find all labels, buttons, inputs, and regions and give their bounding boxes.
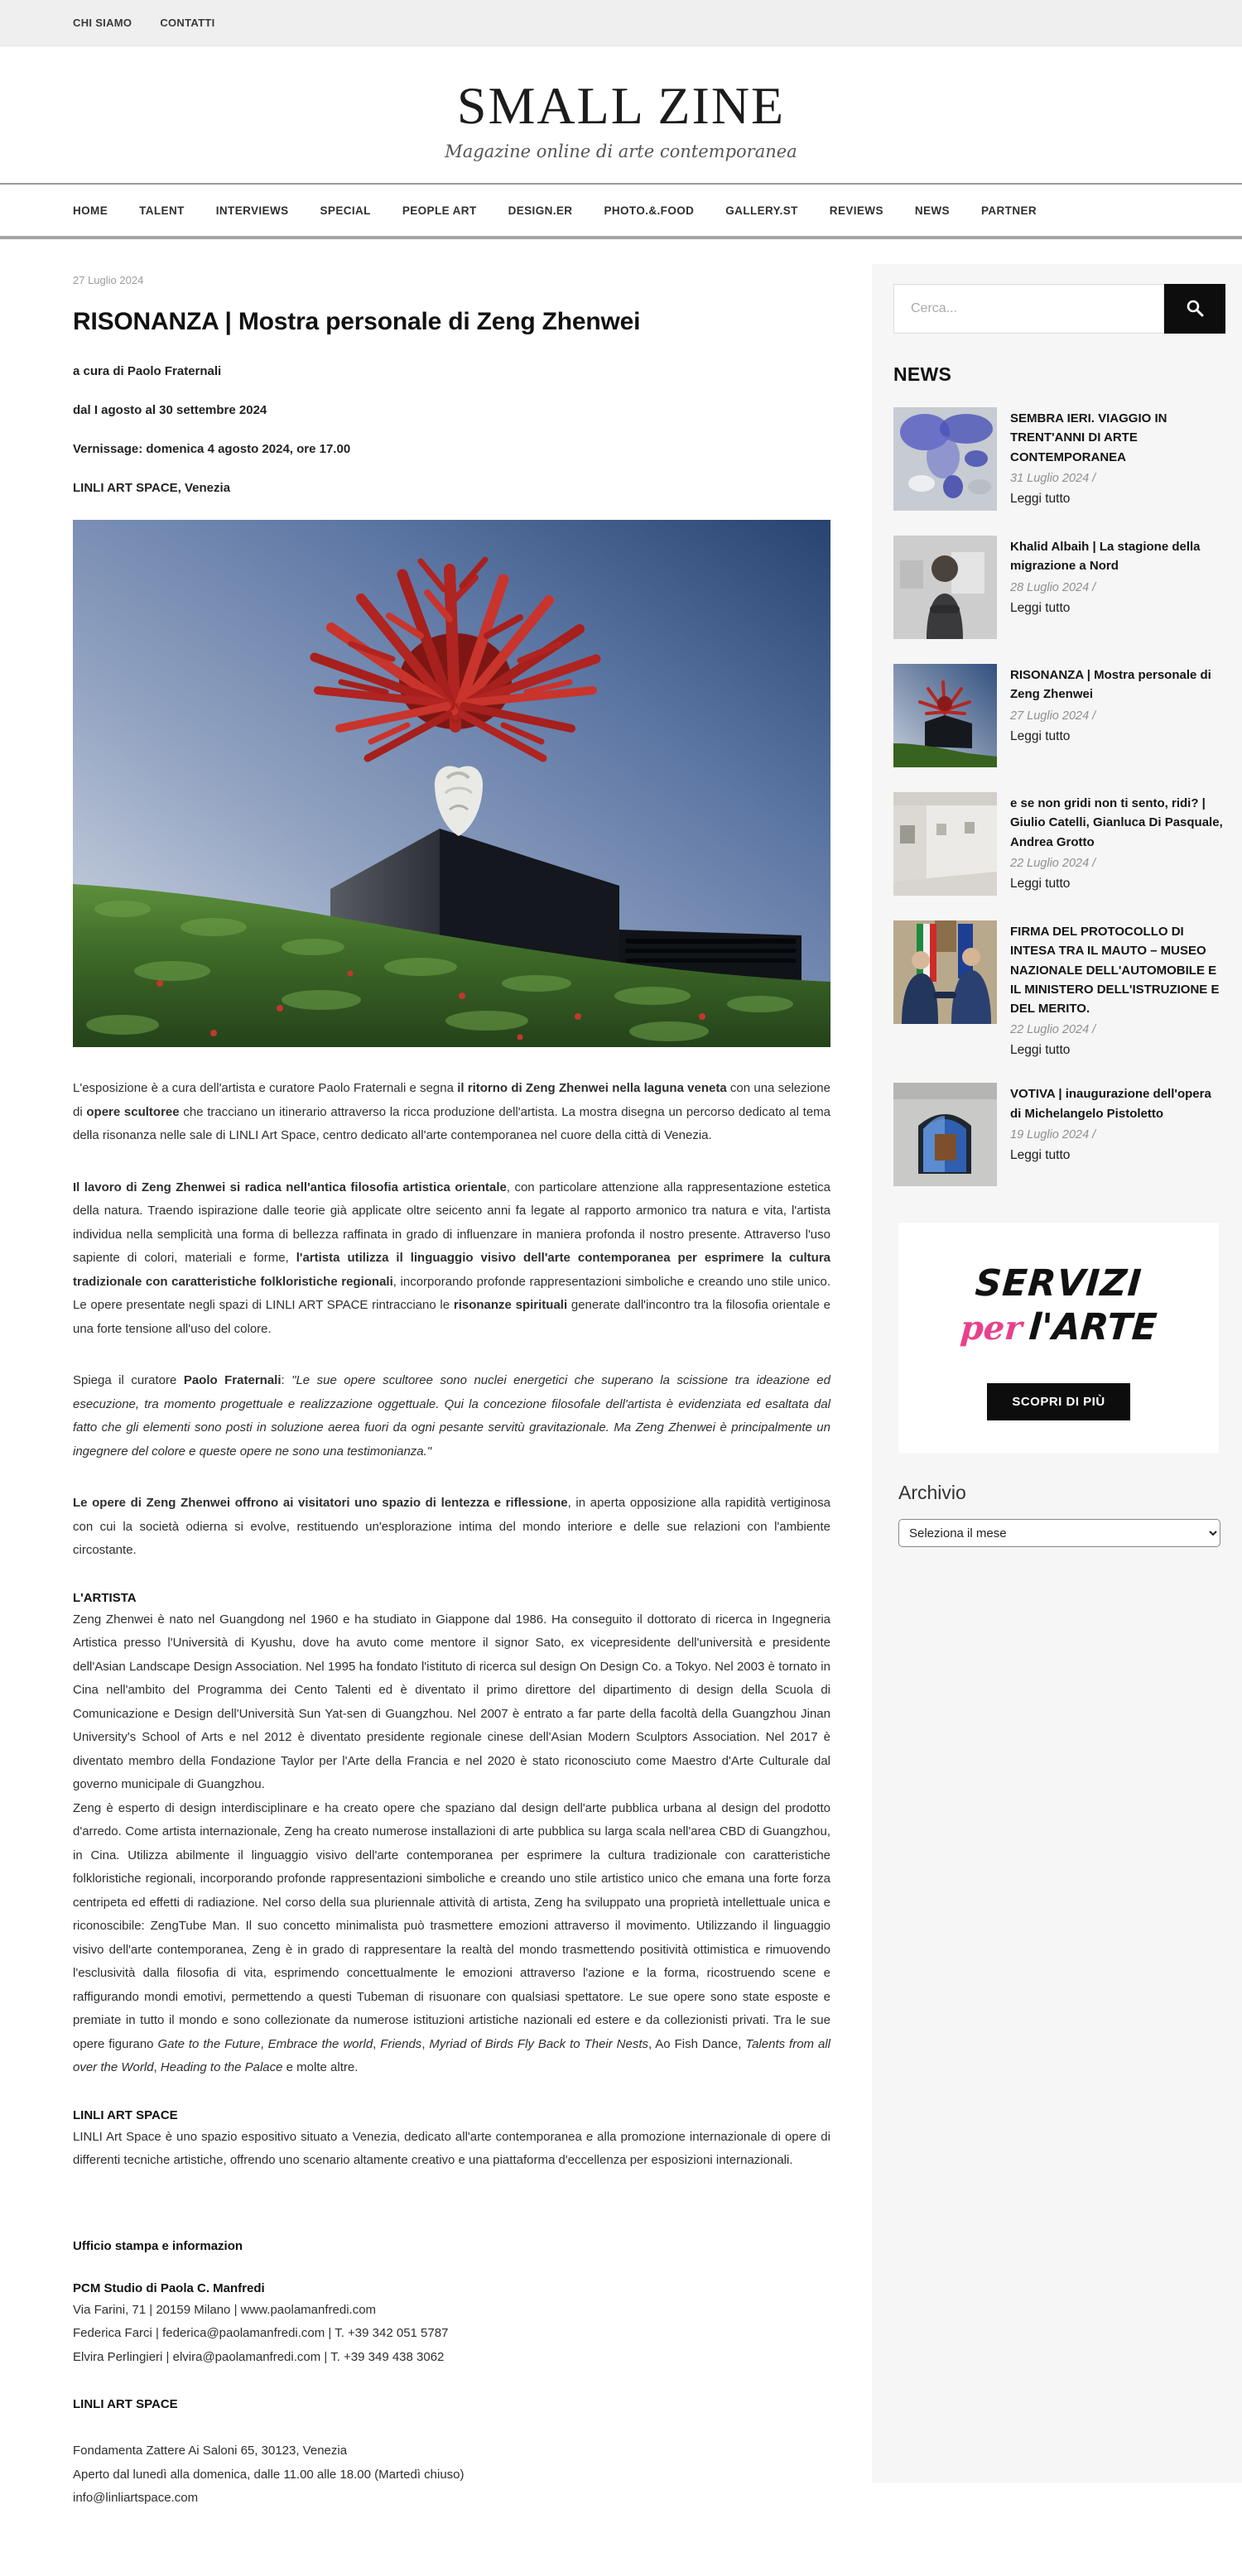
article-hero-image <box>73 520 830 1047</box>
article-venue-line: LINLI ART SPACE, Venezia <box>73 481 231 496</box>
nav-item-partner[interactable]: PARTNER <box>980 204 1037 217</box>
nav-item-special[interactable]: SPECIAL <box>320 204 371 217</box>
news-read-more-link[interactable]: Leggi tutto <box>1010 728 1071 743</box>
search-box <box>893 284 1225 334</box>
topbar-link-contatti[interactable]: CONTATTI <box>160 17 215 29</box>
site-tagline: Magazine online di arte contemporanea <box>445 142 797 162</box>
news-item <box>893 920 1225 1058</box>
article-paragraph-4: Le opere di Zeng Zhenwei offrono ai visitatori uno spazio di lentezza e riflessione, in aperta opposizione alla rapidità vertiginosa con cui la società odierna si evolve, restituendo un'esplorazione intima del mondo interiore e delle sue relazioni con l'ambiente circostante. <box>73 1496 830 1558</box>
search-input[interactable] <box>893 284 1164 334</box>
nav-item-news[interactable]: NEWS <box>914 204 950 217</box>
article-title: RISONANZA | Mostra personale di Zeng Zhenwei <box>73 308 641 336</box>
article <box>73 264 830 2511</box>
main-nav <box>0 183 1242 239</box>
artist-bio-1: Zeng Zhenwei è nato nel Guangdong nel 1960 e ha studiato in Giappone dal 1986. Ha conseguito il dottorato di ricerca in Ingegneria Artistica presso l'Università di Kyushu, dove ha avuto come mentore il signor Sato, ex vicepresidente dell'università e presidente dell'Asian Landscape Design Association. Nel 1995 ha fondato l'istituto di ricerca sul design On Design Co. a Tokyo. Nel 2003 è tornato in Cina nell'ambito del Programma dei Cento Talenti ed è diventato il primo direttore del dipartimento di design della Scuola di Comunicazione e Design dell'Università Sun Yat-sen di Guangzhou. Nel 2007 è entrato a far parte della facoltà della Guangzhou Jinan University's School of Arts e nel 2012 è diventato presidente regionale cinese dell'Asian Modern Sculptors Association. Nel 2017 è diventato membro della Fondazione Taylor per l'Arte della Francia e nel 2020 è stato riconosciuto come Maestro d'Arte Culturale dal governo municipale di Guangzhou. <box>73 1612 830 1792</box>
news-title[interactable]: RISONANZA | Mostra personale di Zeng Zhenwei <box>1010 668 1211 702</box>
promo-per-word: per <box>959 1309 1024 1348</box>
press-office-heading: Ufficio stampa e informazion <box>73 2238 243 2253</box>
artist-section-heading: L'ARTISTA <box>73 1590 137 1605</box>
article-paragraph-2: Il lavoro di Zeng Zhenwei si radica nell'antica filosofia artistica orientale, con particolare attenzione alla rappresentazione estetica della natura. Traendo ispirazione dalle teorie già applicate oltre seicento anni fa legate al rapporto armonico tra natura e vita, l'artista individua nella semplicità una forma di bellezza raffinata in grado di influenzare in maniera profonda il nostro presente. Attraverso l'uso sapiente di colori, materiali e forme, l'artista utilizza il linguaggio visivo dell'arte contemporanea per esprimere la cultura tradizionale con caratteristiche folkloristiche regionali, incorporando profonde rappresentazioni simboliche e creando uno stile unico. Le opere presentate negli spazi di LINLI ART SPACE rintracciano le risonanze spirituali generate dall'incontro tra la filosofia orientale e una forte tensione all'uso del colore. <box>73 1180 831 1336</box>
news-title[interactable]: e se non gridi non ti sento, ridi? | Giulio Catelli, Gianluca Di Pasquale, Andrea Grotto <box>1010 796 1223 849</box>
news-title[interactable]: FIRMA DEL PROTOCOLLO DI INTESA TRA IL MAUTO – MUSEO NAZIONALE DELL'AUTOMOBILE E IL MINISTERO DELL'ISTRUZIONE E DEL MERITO. <box>1010 925 1220 1016</box>
news-read-more-link[interactable]: Leggi tutto <box>1010 1147 1071 1162</box>
news-thumbnail-risonanza[interactable] <box>893 664 997 767</box>
nav-item-people-art[interactable]: PEOPLE ART <box>402 204 477 217</box>
news-date: 22 Luglio 2024 / <box>1010 1023 1096 1037</box>
press-studio-name: PCM Studio di Paola C. Manfredi <box>73 2280 265 2295</box>
article-paragraph-quote: Spiega il curatore Paolo Fraternali: "Le sue opere scultoree sono nuclei energetici che superano la scissione tra ideazione ed esecuzione, tra momento progettuale e realizzazione oggettuale. Qui la concezione filosofale dell'artista è evidenziata ed esaltata dal fatto che gli elementi sono posti in soluzione aerea fuori da ogni pesante servitù gravitazionale. Ma Zeng Zhenwei è principalmente un ingegnere del colore e queste opere ne sono una testimonianza." <box>73 1373 830 1459</box>
news-date: 19 Luglio 2024 / <box>1010 1127 1096 1141</box>
servizi-per-larte-banner[interactable] <box>898 1223 1219 1454</box>
news-read-more-link[interactable]: Leggi tutto <box>1010 1043 1071 1058</box>
venue-hours-line: Aperto dal lunedì alla domenica, dalle 11.00 alle 18.00 (Martedì chiuso) <box>73 2467 465 2482</box>
news-date: 28 Luglio 2024 / <box>1010 580 1096 594</box>
news-date: 31 Luglio 2024 / <box>1010 471 1096 485</box>
news-item <box>893 536 1225 639</box>
article-dates-line: dal I agosto al 30 settembre 2024 <box>73 403 267 418</box>
site-header <box>0 46 1242 183</box>
topbar-link-chi-siamo[interactable]: CHI SIAMO <box>73 17 132 29</box>
nav-item-interviews[interactable]: INTERVIEWS <box>215 204 289 217</box>
news-date: 27 Luglio 2024 / <box>1010 709 1096 723</box>
article-vernissage-line: Vernissage: domenica 4 agosto 2024, ore 17.00 <box>73 442 351 457</box>
news-heading: NEWS <box>893 363 952 386</box>
news-title[interactable]: VOTIVA | inaugurazione dell'opera di Michelangelo Pistoletto <box>1010 1087 1211 1121</box>
news-title[interactable]: SEMBRA IERI. VIAGGIO IN TRENT'ANNI DI ARTE CONTEMPORANEA <box>1010 411 1167 464</box>
topbar <box>0 0 1242 46</box>
article-paragraph-1: L'esposizione è a cura dell'artista e curatore Paolo Fraternali e segna il ritorno di Zeng Zhenwei nella laguna veneta con una selezione di opere scultoree che tracciano un itinerario attraverso la ricca produzione dell'artista. La mostra disegna un percorso dedicato al tema della risonanza nelle sale di LINLI Art Space, centro dedicato all'arte contemporanea nel cuore della città di Venezia. <box>73 1081 831 1143</box>
artist-bio-2: Zeng è esperto di design interdisciplinare e ha creato opere che spaziano dal design dell'arte pubblica urbana al design del prodotto d'arredo. Come artista internazionale, Zeng ha creato numerose installazioni di arte pubblica su larga scala nell'area CBD di Guangzhou, in Cina. Utilizza abilmente il linguaggio visivo dell'arte contemporanea per esprimere la cultura tradizionale con caratteristiche folkloristiche regionali, incorporando profonde rappresentazioni simboliche e creando uno stile artistico unico che emana una forte forza centripeta ed effetti di radiazione. Nel corso della sua pluriennale attività di artista, Zeng ha sviluppato una proprietà intellettuale unica e riconoscibile: ZengTube Man. Il suo concetto minimalista può trasmettere emozioni attraverso il movimento. Utilizzando il linguaggio visivo dell'arte contemporanea, Zeng è in grado di rappresentare la realtà del mondo trasmettendo positività ottimistica e rimuovendo l'esclusività dalla filosofia di vita, esprimendo concettualmente le emozioni attraverso l'azione e la forma, ricostruendo scene e raffigurando mondi emotivi, permettendo a questi Tubeman di risuonare con qualsiasi spettatore. Le sue opere sono state esposte e premiate in tutto il mondo e sono collezionate da numerose istituzioni artistiche nazionali ed estere e da collezionisti privati. Tra le sue opere figurano Gate to the Future, Embrace the world, Friends, Myriad of Birds Fly Back to Their Nests, Ao Fish Dance, Talents from all over the World, Heading to the Palace e molte altre. <box>73 1800 830 2075</box>
scopri-di-piu-button[interactable]: SCOPRI DI PIÙ <box>987 1383 1129 1420</box>
press-contact-line-1: Federica Farci | federica@paolamanfredi.com | T. +39 342 051 5787 <box>73 2326 449 2341</box>
news-thumbnail-gallery-show[interactable] <box>893 792 997 896</box>
news-thumbnail-khalid-albaih[interactable] <box>893 536 997 639</box>
promo-line-servizi: SERVIZI <box>974 1262 1143 1305</box>
nav-item-reviews[interactable]: REVIEWS <box>829 204 883 217</box>
venue-email-line: info@linliartspace.com <box>73 2491 199 2506</box>
news-read-more-link[interactable]: Leggi tutto <box>1010 600 1071 615</box>
news-item <box>893 1083 1225 1186</box>
archive-month-select[interactable] <box>898 1519 1220 1547</box>
nav-item-photo-food[interactable]: PHOTO.&.FOOD <box>604 204 695 217</box>
news-title[interactable]: Khalid Albaih | La stagione della migrazione a Nord <box>1010 540 1201 574</box>
space-section-heading: LINLI ART SPACE <box>73 2107 178 2122</box>
nav-item-gallery-st[interactable]: GALLERY.ST <box>725 204 798 217</box>
venue-address-line: Fondamenta Zattere Ai Saloni 65, 30123, Venezia <box>73 2444 348 2458</box>
news-thumbnail-votiva[interactable] <box>893 1083 997 1186</box>
sidebar <box>872 264 1242 2482</box>
article-date: 27 Luglio 2024 <box>73 274 144 287</box>
archive-heading: Archivio <box>898 1482 966 1504</box>
search-icon <box>1186 299 1204 320</box>
promo-line-larte: per l'ARTE <box>959 1306 1158 1349</box>
news-read-more-link[interactable]: Leggi tutto <box>1010 876 1071 891</box>
article-curator-line: a cura di Paolo Fraternali <box>73 364 222 379</box>
nav-item-home[interactable]: HOME <box>73 204 108 217</box>
press-address-line: Via Farini, 71 | 20159 Milano | www.paolamanfredi.com <box>73 2302 377 2317</box>
news-item <box>893 792 1225 896</box>
search-button[interactable] <box>1164 284 1225 334</box>
news-date: 22 Luglio 2024 / <box>1010 856 1096 870</box>
news-thumbnail-firma-protocollo[interactable] <box>893 920 997 1024</box>
news-item <box>893 664 1225 767</box>
venue-heading: LINLI ART SPACE <box>73 2397 178 2412</box>
site-logo[interactable]: SMALL ZINE <box>456 76 786 135</box>
nav-item-talent[interactable]: TALENT <box>139 204 185 217</box>
press-contact-line-2: Elvira Perlingieri | elvira@paolamanfredi.com | T. +39 349 438 3062 <box>73 2349 445 2364</box>
news-item <box>893 407 1225 511</box>
news-thumbnail-sembra-ieri[interactable] <box>893 407 997 511</box>
nav-item-design-er[interactable]: DESIGN.ER <box>508 204 573 217</box>
news-read-more-link[interactable]: Leggi tutto <box>1010 491 1071 506</box>
space-description: LINLI Art Space è uno spazio espositivo situato a Venezia, dedicato all'arte contemporanea e alla promozione internazionale di opere di differenti tecniche artistiche, offrendo uno scenario altamente creativo e una piattaforma d'eccellenza per esposizioni internazionali. <box>73 2129 830 2168</box>
